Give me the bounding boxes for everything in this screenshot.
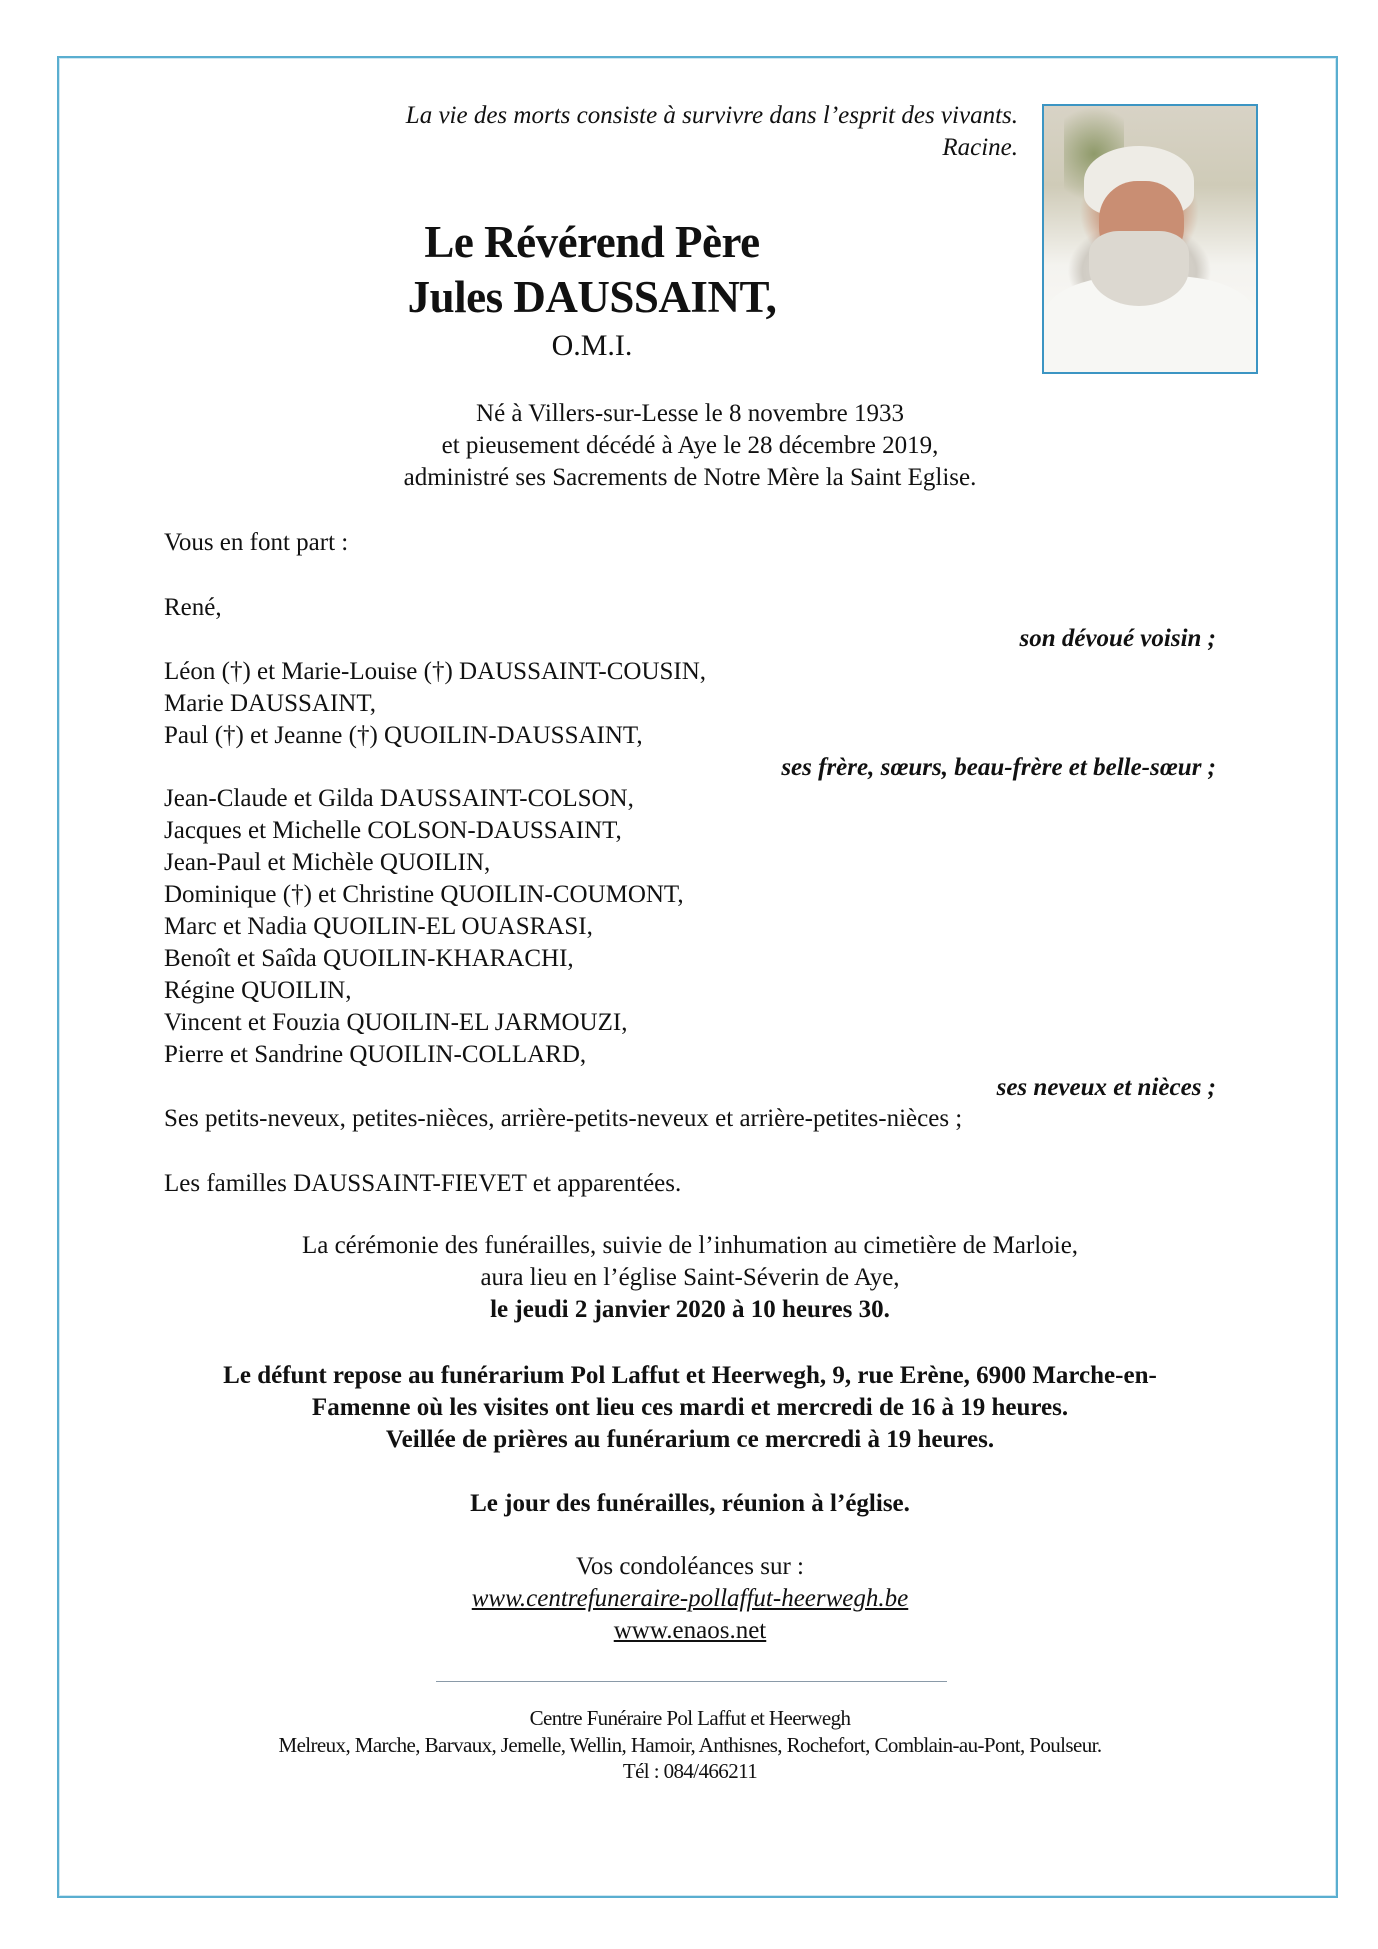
birth-line: Né à Villers-sur-Lesse le 8 novembre 1933 [476, 400, 904, 427]
ceremony-line: La cérémonie des funérailles, suivie de l’inhumation au cimetière de Marloie, [301, 1232, 1079, 1259]
birth-death-dates [190, 398, 1190, 494]
ceremony-date: le jeudi 2 janvier 2020 à 10 heures 30. [490, 1296, 890, 1323]
ceremony-info [190, 1230, 1190, 1326]
visitation-line: Le défunt repose au funérarium Pol Laffut et Heerwegh, 9, rue Erène, 6900 Marche-en- [223, 1362, 1157, 1389]
condolences-label: Vos condoléances sur : [576, 1553, 804, 1580]
photo-beard [1089, 231, 1189, 306]
footer-phone: Tél : 084/466211 [622, 1759, 758, 1783]
footer-divider [436, 1681, 947, 1682]
epigraph-quote: La vie des morts consiste à survivre dans l’esprit des vivants. [405, 102, 1018, 129]
group-nephews [164, 783, 684, 1071]
family-name: Pierre et Sandrine QUOILIN-COLLARD, [164, 1041, 587, 1068]
visitation-info [190, 1360, 1190, 1456]
family-name: Paul (†) et Jeanne (†) QUOILIN-DAUSSAINT, [164, 722, 643, 749]
visitation-line: Famenne où les visites ont lieu ces mardi et mercredi de 16 à 19 heures. [311, 1394, 1069, 1421]
extended-family: Ses petits-neveux, petites-nièces, arrière-petits-neveux et arrière-petites-nièces ; [164, 1105, 963, 1132]
relation-siblings: ses frère, sœurs, beau-frère et belle-sœur ; [781, 754, 1216, 781]
family-name: Léon (†) et Marie-Louise (†) DAUSSAINT-COUSIN, [164, 658, 707, 685]
intro: Vous en font part : [164, 529, 349, 556]
deceased-name [392, 215, 792, 325]
footer [190, 1705, 1190, 1785]
footer-company: Centre Funéraire Pol Laffut et Heerwegh [529, 1706, 851, 1730]
ceremony-place: aura lieu en l’église Saint-Séverin de Aye, [480, 1264, 900, 1291]
families: Les familles DAUSSAINT-FIEVET et apparentées. [164, 1170, 682, 1197]
family-name: Benoît et Saîda QUOILIN-KHARACHI, [164, 945, 574, 972]
vigil-line: Veillée de prières au funérarium ce mercredi à 19 heures. [385, 1426, 995, 1453]
group-neighbor [164, 592, 222, 624]
family-name: Dominique (†) et Christine QUOILIN-COUMONT, [164, 881, 684, 908]
group-siblings [164, 656, 706, 752]
meeting-info: Le jour des funérailles, réunion à l’église. [470, 1490, 910, 1517]
sacraments-line: administré ses Sacrements de Notre Mère la Saint Eglise. [403, 464, 977, 491]
title-line2: Jules DAUSSAINT, [407, 272, 777, 322]
family-name: Jean-Paul et Michèle QUOILIN, [164, 849, 491, 876]
family-name: Jacques et Michelle COLSON-DAUSSAINT, [164, 817, 622, 844]
order-suffix: O.M.I. [551, 329, 633, 362]
family-name: Jean-Claude et Gilda DAUSSAINT-COLSON, [164, 785, 634, 812]
condolences-link-funeral-home[interactable]: www.centrefuneraire-pollaffut-heerwegh.be [471, 1585, 909, 1612]
footer-locations: Melreux, Marche, Barvaux, Jemelle, Wellin, Hamoir, Anthisnes, Rochefort, Comblain-au-Pont, Poulseur. [278, 1732, 1102, 1757]
relation-neighbor: son dévoué voisin ; [1019, 625, 1216, 652]
family-name: Marc et Nadia QUOILIN-EL OUASRASI, [164, 913, 593, 940]
family-name: Marie DAUSSAINT, [164, 690, 377, 717]
title-line1: Le Révérend Père [424, 217, 760, 267]
condolences [190, 1551, 1190, 1647]
family-name: Régine QUOILIN, [164, 977, 352, 1004]
family-name: René, [164, 594, 222, 621]
death-line: et pieusement décédé à Aye le 28 décembre 2019, [441, 432, 939, 459]
relation-nephews: ses neveux et nièces ; [996, 1074, 1216, 1101]
portrait-photo [1042, 104, 1258, 374]
condolences-link-enaos[interactable]: www.enaos.net [613, 1617, 767, 1644]
epigraph [406, 100, 1018, 164]
family-name: Vincent et Fouzia QUOILIN-EL JARMOUZI, [164, 1009, 628, 1036]
epigraph-author: Racine. [942, 134, 1018, 161]
